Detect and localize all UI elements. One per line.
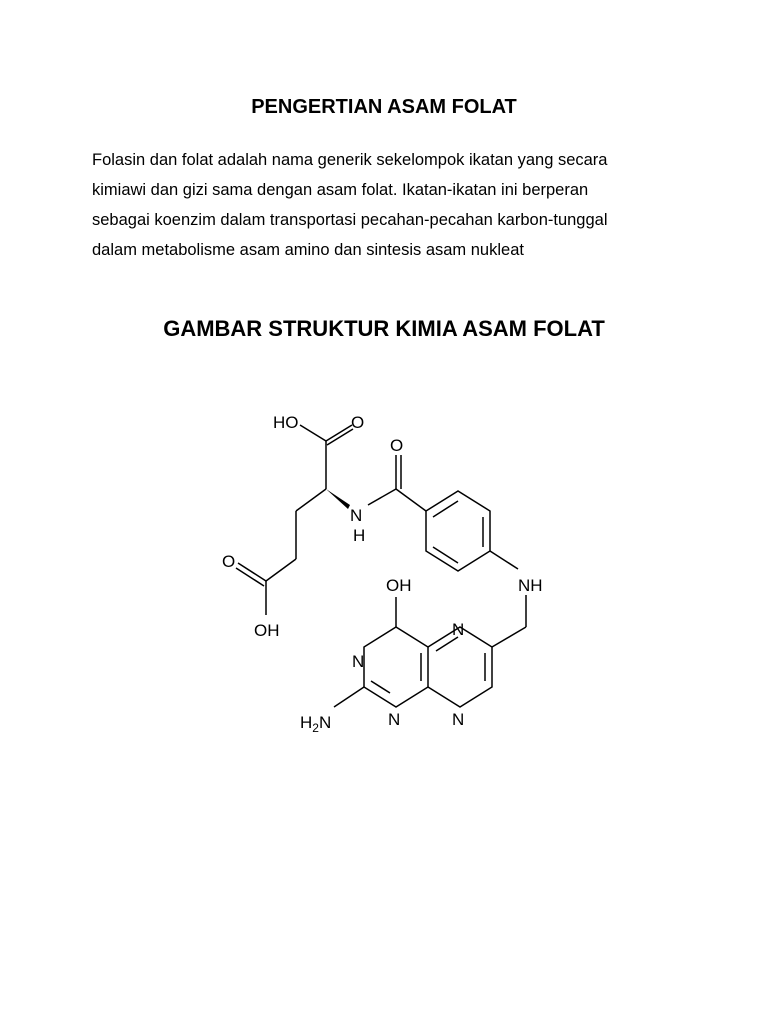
bond: [266, 559, 296, 581]
bond: [396, 489, 426, 511]
page-title: PENGERTIAN ASAM FOLAT: [251, 96, 517, 118]
paragraph-line: dalam metabolisme asam amino dan sintesis asam nukleat: [92, 241, 524, 259]
folic-acid-structure-diagram: [200, 395, 580, 760]
definition-paragraph: [92, 145, 692, 265]
ring-nitrogen-top: N: [452, 620, 465, 639]
bond: [326, 425, 352, 441]
amino-group-label: $H_2N$: [300, 713, 332, 735]
paragraph-line: kimiawi dan gizi sama dengan asam folat. Ikatan-ikatan ini berperan: [92, 181, 589, 199]
bond: [300, 425, 326, 441]
linker-nh-label: NH: [518, 576, 543, 595]
paragraph-line: Folasin dan folat adalah nama generik sekelompok ikatan yang secara: [92, 151, 608, 169]
pyrimidine-ring: [364, 627, 428, 707]
paragraph-line: sebagai koenzim dalam transportasi pecahan-pecahan karbon-tunggal: [92, 211, 608, 229]
bond: [433, 547, 458, 563]
pyrazine-ring: [428, 627, 492, 707]
ring-nitrogen-bottom-right: N: [452, 710, 465, 729]
bond: [368, 489, 396, 505]
side-hydroxyl-label: OH: [254, 621, 280, 640]
bond: [490, 551, 518, 569]
figure-title: GAMBAR STRUKTUR KIMIA ASAM FOLAT: [163, 316, 605, 341]
amide-oxygen-label: O: [390, 436, 404, 455]
amide-nitrogen-label: N: [350, 506, 363, 525]
wedge-bond: [326, 489, 350, 509]
bond: [492, 627, 526, 647]
bond: [296, 489, 326, 511]
hydroxyl-label-top: HO: [273, 413, 299, 432]
ring-nitrogen-left: N: [352, 652, 365, 671]
bond: [327, 429, 353, 445]
side-oxygen-label: O: [222, 552, 236, 571]
bond: [371, 681, 390, 693]
ring-nitrogen-bottom-left: N: [388, 710, 401, 729]
ring-hydroxyl-label: OH: [386, 576, 412, 595]
oxygen-label-top: O: [351, 413, 365, 432]
benzene-ring: [426, 491, 490, 571]
amide-hydrogen-label: H: [353, 526, 366, 545]
bond: [334, 687, 364, 707]
